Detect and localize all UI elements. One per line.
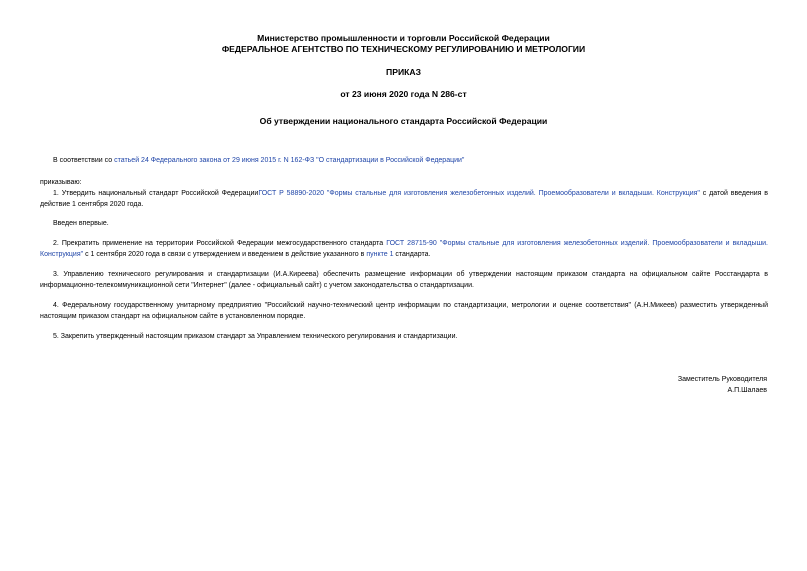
signatory-position: Заместитель Руководителя [677, 376, 767, 383]
intro-paragraph [40, 155, 768, 166]
item-2-text: 2. Прекратить применение на территории Российской Федерации межгосударственного стандарта [53, 240, 387, 247]
item-1-text: 1. Утвердить национальный стандарт Российской Федерации [53, 190, 259, 197]
doc-type: ПРИКАЗ [386, 67, 421, 77]
introduced-note: Введен впервые. [53, 220, 109, 227]
item-2-middle: с 1 сентября 2020 года в связи с утверждением и введением в действие указанного в [83, 251, 367, 258]
intro-text: В соответствии со [53, 157, 115, 164]
item-1-tail: с датой введения в действие 1 сентября 2020 года. [40, 190, 768, 208]
federal-law-link[interactable]: статьей 24 Федерального закона от 29 июня 2015 г. N 162-ФЗ "О стандартизации в Российской Федерации" [114, 157, 465, 164]
item-3: 3. Управлению технического регулирования и стандартизации (И.А.Киреева) обеспечить размещение информации об утверждении настоящим приказом стандарта на официальном сайте Росстандарта в информационно-телекоммуникационной сети "Интернет" (далее - официальный сайт) с учетом законодательства о стандартизации. [40, 271, 768, 289]
doc-title: Об утверждении национального стандарта Российской Федерации [259, 116, 548, 126]
agency-name: ФЕДЕРАЛЬНОЕ АГЕНТСТВО ПО ТЕХНИЧЕСКОМУ РЕГУЛИРОВАНИЮ И МЕТРОЛОГИИ [221, 44, 586, 54]
item-4: 4. Федеральному государственному унитарному предприятию "Российский научно-технический центр информации по стандартизации, метрологии и оценке соответствия" (А.Н.Микеев) разместить утвержденный настоящим приказом стандарт на официальном сайте в установленном порядке. [40, 302, 768, 320]
item-2-tail: стандарта. [393, 251, 431, 258]
ministry-name: Министерство промышленности и торговли Российской Федерации [257, 33, 550, 43]
gost-28715-link[interactable]: ГОСТ 28715-90 "Формы стальные для изготовления железобетонных изделий. Проемообразователи и вкладыши. Конструкция" [40, 240, 768, 258]
date-number: от 23 июня 2020 года N 286-ст [340, 89, 467, 99]
item-2 [40, 238, 768, 260]
signatory-name: А.П.Шалаев [727, 387, 767, 394]
clause-1-link[interactable]: пункте 1 [366, 251, 394, 258]
item-1 [40, 188, 768, 210]
order-word: приказываю: [40, 179, 82, 186]
gost-r-58890-link[interactable]: ГОСТ Р 58890-2020 "Формы стальные для изготовления железобетонных изделий. Проемообразователи и вкладыши. Конструкция" [258, 190, 700, 197]
item-5: 5. Закрепить утвержденный настоящим приказом стандарт за Управлением технического регулирования и стандартизации. [53, 333, 458, 340]
